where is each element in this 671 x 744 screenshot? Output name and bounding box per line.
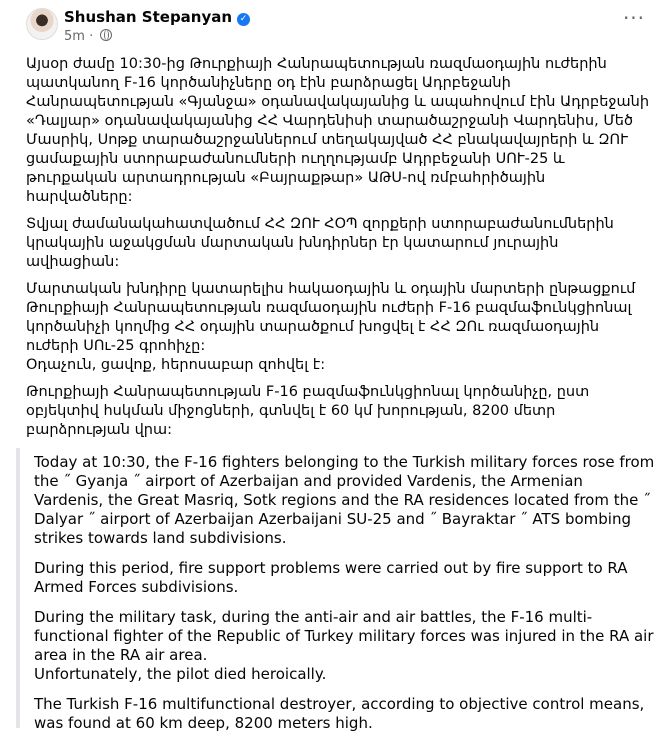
post-header (26, 8, 656, 48)
paragraph-3: Մարտական խնդիրը կատարելիս հակաօդային և օդային մարտերի ընթացքում Թուրքիայի Հանրապետության ռազմաօդային ուժերի F-16 բազմաֆունկցիոնալ կործանիչի կողմից ՀՀ օդային տարածքում խոցվել է ՀՀ ԶՈւ ռազմաօդային ուժերի ՍՈւ-25 գրոհիչը: Օդաչուն, ցավոք, հերոսաբար զոհվել է: (26, 281, 636, 373)
quote-paragraph-3: During the military task, during the anti-air and air battles, the F-16 multi-functional fighter of the Republic of Turkey military forces was injured in the RA air area in the RA air area. Unfortunately, the pilot died heroically. (34, 608, 654, 683)
paragraph-4: Թուրքիայի Հանրապետության F-16 բազմաֆունկցիոնալ կործանիչը, ըստ օբյեկտիվ հսկման միջոցների, գտնվել է 60 կմ խորության, 8200 մետր բարձրության վրա: (26, 384, 590, 438)
avatar[interactable] (26, 8, 58, 40)
author-name-text[interactable]: Shushan Stepanyan (64, 8, 233, 26)
english-translation-quote (16, 448, 660, 732)
author-name[interactable] (64, 7, 250, 27)
post-meta (64, 29, 112, 45)
more-options-button[interactable]: ··· (622, 6, 646, 30)
meta-separator: · (89, 29, 94, 44)
globe-icon (100, 29, 112, 41)
post-body-armenian (26, 55, 651, 448)
verified-badge-icon: ✓ (237, 13, 250, 26)
quote-paragraph-2: During this period, fire support problems were carried out by fire support to RA Armed Forces subdivisions. (34, 559, 628, 596)
quote-paragraph-1: Today at 10:30, the F-16 fighters belonging to the Turkish military forces rose from the ˝ Gyanja ˝ airport of Azerbaijan and provided Vardenis, the Armenian Vardenis, the Great Masriq, Sotk regions and the RA residences located from the ˝ Dalyar ˝ airport of Azerbaijan Azerbaijani SU-25 and ˝ Bayraktar ˝ ATS bombing strikes towards land subdivisions. (34, 453, 655, 547)
post-timestamp[interactable]: 5m (64, 29, 85, 44)
quote-paragraph-4: The Turkish F-16 multifunctional destroyer, according to objective control means, was found at 60 km deep, 8200 meters high. (34, 695, 645, 732)
paragraph-2: Տվյալ ժամանակահատվածում ՀՀ ԶՈՒ ՀՕՊ զորքերի ստորաբաժանումներին կրակային աջակցման մարտական խնդիրներ էր կատարում յուրային ավիացիան: (26, 216, 614, 270)
paragraph-1: Այսօր ժամը 10:30-ից Թուրքիայի Հանրապետության ռազմաօդային ուժերին պատկանող F-16 կործանիչները օդ էին բարձրացել Ադրբեջանի Հանրապետության «Գյանջա» օդանավակայանից և ապահովում էին Ադրբեջանի «Դալյար» օդանավակայանից ՀՀ Վարդենիսի տարածաշրջանի Վարդենիս, Մեծ Մասրիկ, Սոթք տարածաշրջաններում տեղակայված ՀՀ բնակավայրերի և ԶՈՒ ցամաքային ստորաբաժանումների ուղղությամբ Ադրբեջանի ՍՈՒ-25 և թուրքական արտադրության «Բայրաքթար» ԱԹՍ-ով ռմբահրիծային հարվածները: (26, 56, 650, 205)
